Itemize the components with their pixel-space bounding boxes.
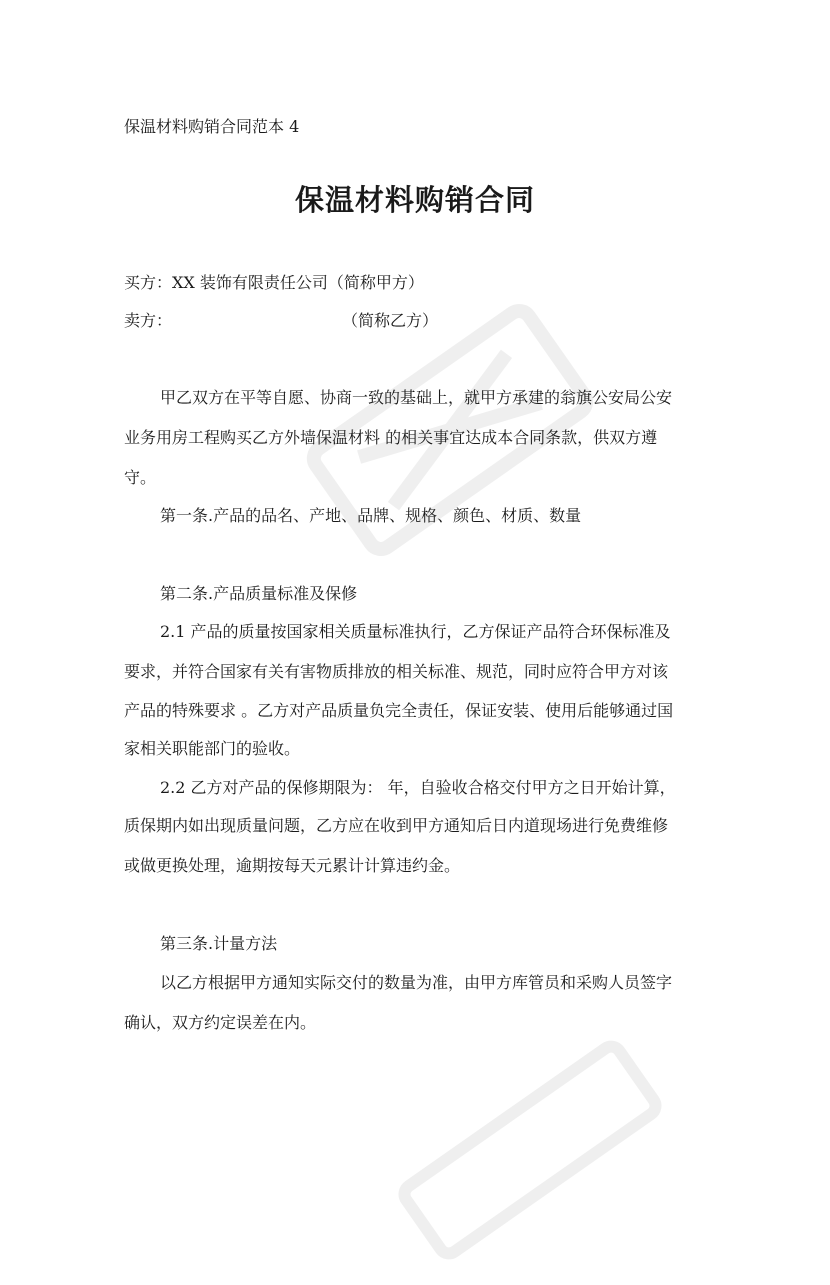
clause-3-line: 确认，双方约定误差在内。 [124,1013,317,1032]
clause-2-2-line: 或做更换处理，逾期按每天元累计计算违约金。 [124,856,461,875]
intro-line: 守。 [124,468,157,487]
article-3-heading: 第三条.计量方法 [160,934,278,953]
document-label: 保温材料购销合同范本 4 [124,117,300,136]
seller-label: 卖方： [124,311,173,330]
clause-2-1-line: 家相关职能部门的验收。 [124,739,301,758]
page-title: 保温材料购销合同 [294,183,535,217]
clause-2-2-line: 质保期内如出现质量问题，乙方应在收到甲方通知后日内道现场进行免费维修 [124,816,669,835]
clause-2-1-line: 2.1 产品的质量按国家相关质量标准执行，乙方保证产品符合环保标准及 [160,622,671,641]
article-1-heading: 第一条.产品的品名、产地、品牌、规格、颜色、材质、数量 [160,506,582,525]
watermark-graphic-bottom [373,1015,688,1285]
buyer-line: 买方：XX 装饰有限责任公司（简称甲方） [124,273,424,292]
clause-2-2-line: 2.2 乙方对产品的保修期限为： 年，自验收合格交付甲方之日开始计算， [160,778,676,797]
clause-2-1-line: 要求，并符合国家有关有害物质排放的相关标准、规范，同时应符合甲方对该 [124,662,669,681]
seller-note: （简称乙方） [342,311,439,330]
article-2-heading: 第二条.产品质量标准及保修 [160,584,358,603]
intro-line: 甲乙双方在平等自愿、协商一致的基础上，就甲方承建的翁旗公安局公安 [160,388,673,407]
clause-2-1-line: 产品的特殊要求 。乙方对产品质量负完全责任，保证安装、使用后能够通过国 [124,701,674,720]
intro-line: 业务用房工程购买乙方外墙保温材料 的相关事宜达成本合同条款，供双方遵 [124,428,658,447]
clause-3-line: 以乙方根据甲方通知实际交付的数量为准，由甲方库管员和采购人员签字 [160,973,673,992]
